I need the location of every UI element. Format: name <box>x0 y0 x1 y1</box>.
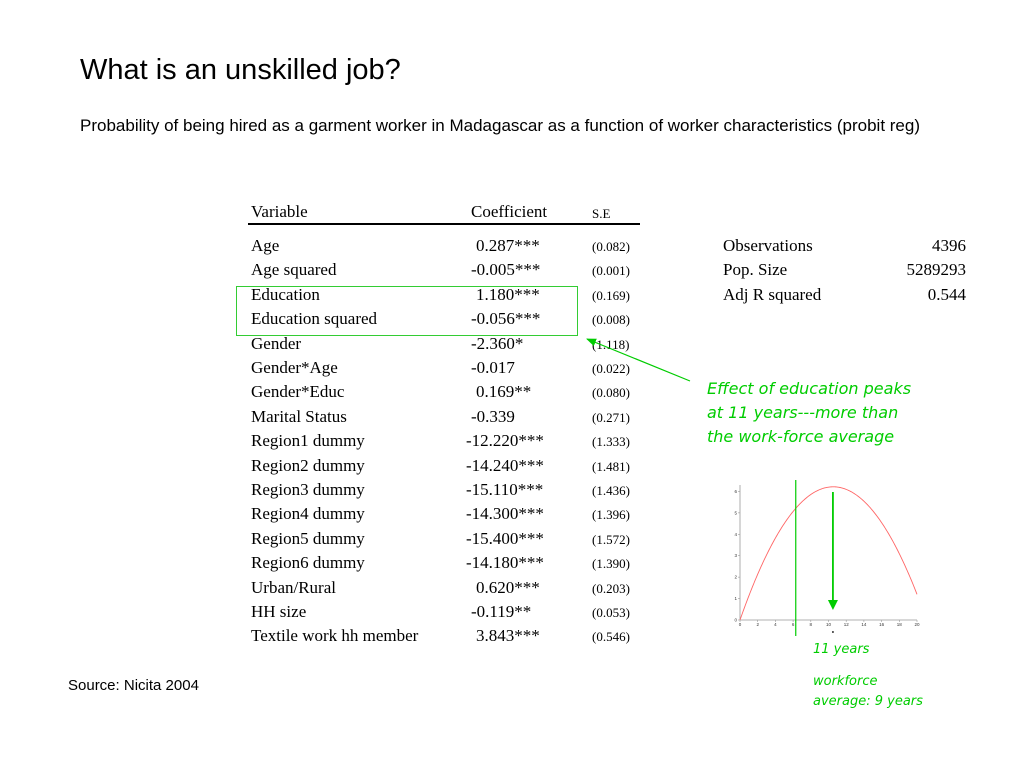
row-coefficient: 3.843*** <box>476 626 540 646</box>
row-variable: Region3 dummy <box>251 480 365 499</box>
stat-label: Observations <box>723 236 813 255</box>
row-variable: Region6 dummy <box>251 553 365 573</box>
row-variable: Gender*Educ <box>251 382 345 402</box>
y-tick-label: 1 <box>734 596 737 602</box>
row-se: (1.572) <box>592 531 630 547</box>
row-coefficient: -0.119** <box>471 602 532 621</box>
row-se: (0.053) <box>592 605 630 620</box>
row-se: (1.396) <box>592 507 630 523</box>
y-tick-label: 5 <box>734 510 737 516</box>
y-tick-label: 2 <box>734 574 737 580</box>
row-se: (1.481) <box>592 458 630 474</box>
stat-label: Pop. Size <box>723 260 788 280</box>
row-coefficient: -2.360* <box>471 333 524 353</box>
row-coefficient: -0.339 <box>471 406 515 426</box>
average-line: average: 9 years <box>813 694 923 709</box>
row-coefficient: 0.287*** <box>476 236 540 255</box>
row-se: (0.203) <box>592 580 630 596</box>
row-variable: Age <box>251 236 280 255</box>
x-tick-label: 20 <box>914 622 920 627</box>
row-coefficient: -0.056*** <box>471 309 541 329</box>
row-variable: Region4 dummy <box>251 504 365 524</box>
row-se: (0.008) <box>592 312 630 328</box>
row-coefficient: -14.240*** <box>466 455 544 475</box>
pointer-arrow <box>587 336 690 381</box>
x-tick-label: 18 <box>896 622 902 627</box>
row-coefficient: 0.620*** <box>476 577 540 597</box>
x-tick-label: 8 <box>809 622 813 627</box>
row-se: (1.436) <box>592 483 630 498</box>
peak-arrow-head <box>828 600 838 610</box>
x-tick-label: 0 <box>738 622 742 627</box>
row-coefficient: 1.180*** <box>476 284 540 304</box>
row-se: (1.390) <box>592 556 630 572</box>
row-coefficient: -15.400*** <box>466 528 544 548</box>
x-tick-label: 6 <box>791 622 795 627</box>
average-line: workforce <box>813 674 878 689</box>
row-se: (0.169) <box>592 287 630 303</box>
row-se: (0.546) <box>592 629 630 645</box>
stat-value: 4396 <box>932 236 966 255</box>
row-variable: Textile work hh member <box>251 626 419 646</box>
row-variable: HH size <box>251 602 307 621</box>
x-tick-label: 14 <box>861 622 867 627</box>
row-variable: Region1 dummy <box>251 431 365 451</box>
y-tick-label: 3 <box>734 553 737 559</box>
header-variable: Variable <box>251 202 308 221</box>
x-tick-label: 4 <box>774 622 777 627</box>
row-se: (0.022) <box>592 361 630 376</box>
x-tick-label: 16 <box>879 622 885 627</box>
source-note: Source: Nicita 2004 <box>68 677 199 694</box>
header-se: S.E <box>592 206 611 221</box>
stat-label: Adj R squared <box>723 284 822 304</box>
row-coefficient: -14.180*** <box>466 553 544 573</box>
row-se: (0.271) <box>592 409 630 425</box>
row-coefficient: -15.110*** <box>466 480 544 499</box>
row-variable: Education <box>251 284 320 304</box>
header-coefficient: Coefficient <box>471 202 548 221</box>
page-subtitle: Probability of being hired as a garment worker in Madagascar as a function of worker characteristics (probit reg) <box>80 116 920 135</box>
education-curve-chart <box>734 480 920 636</box>
y-tick-label: 4 <box>734 531 737 537</box>
row-variable: Gender*Age <box>251 358 338 377</box>
row-se: (1.118) <box>592 336 630 352</box>
peak-marker <box>832 631 834 633</box>
row-variable: Urban/Rural <box>251 577 336 597</box>
page-title: What is an unskilled job? <box>80 54 401 86</box>
row-variable: Region5 dummy <box>251 528 365 548</box>
stat-value: 5289293 <box>906 260 966 280</box>
row-coefficient: -14.300*** <box>466 504 544 524</box>
stat-value: 0.544 <box>927 284 966 304</box>
y-tick-label: 0 <box>734 617 737 623</box>
row-variable: Education squared <box>251 309 378 329</box>
row-coefficient: 0.169** <box>476 382 532 402</box>
row-se: (1.333) <box>592 434 630 450</box>
row-variable: Age squared <box>251 260 337 280</box>
annotation-line: at 11 years---more than <box>707 403 899 422</box>
row-coefficient: -0.017 <box>471 358 515 377</box>
row-se: (0.080) <box>592 385 630 401</box>
row-se: (0.082) <box>592 239 630 254</box>
x-tick-label: 2 <box>756 622 759 627</box>
row-coefficient: -0.005*** <box>471 260 541 280</box>
peak-label: 11 years <box>813 642 870 657</box>
row-coefficient: -12.220*** <box>466 431 544 451</box>
annotation-line: Effect of education peaks <box>707 379 912 398</box>
row-variable: Gender <box>251 333 302 353</box>
x-tick-label: 12 <box>843 622 849 627</box>
x-tick-label: 10 <box>825 622 832 627</box>
row-variable: Region2 dummy <box>251 455 365 475</box>
row-variable: Marital Status <box>251 406 347 426</box>
y-tick-label: 6 <box>734 488 737 494</box>
row-se: (0.001) <box>592 263 630 279</box>
annotation-line: the work-force average <box>707 427 895 446</box>
